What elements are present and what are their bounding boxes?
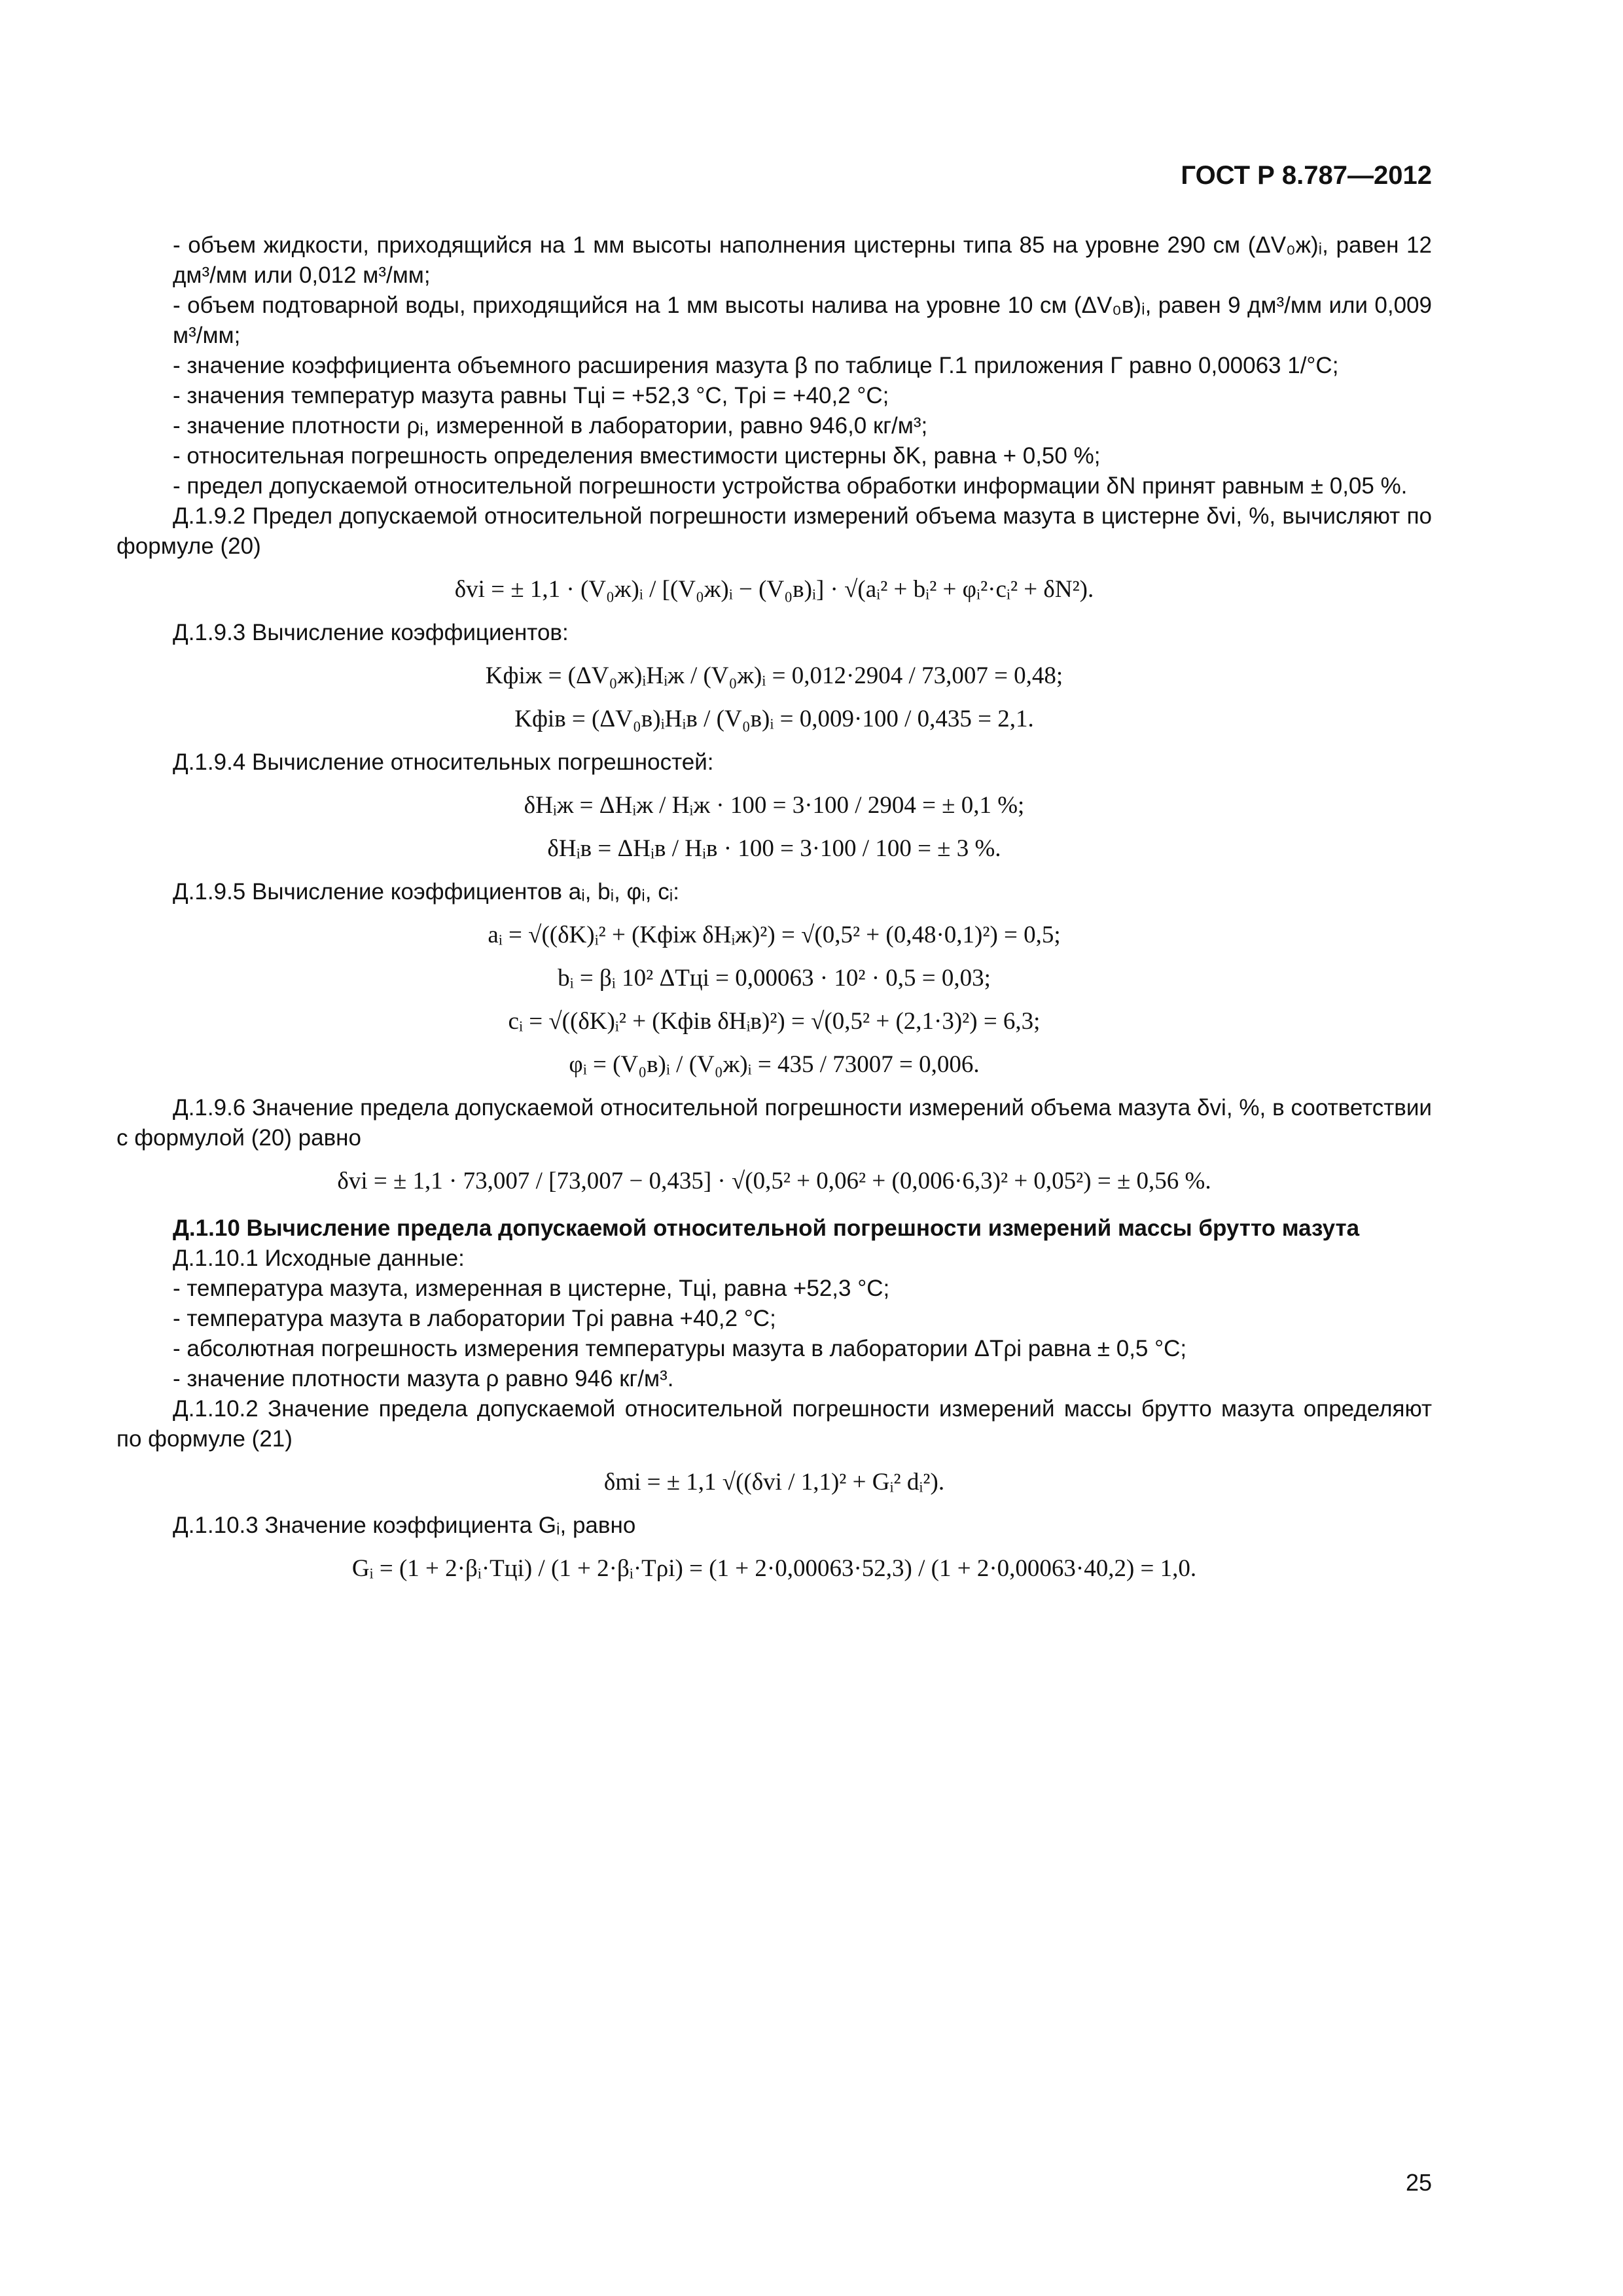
intro-item: - значение плотности ρᵢ, измеренной в лаборатории, равно 946,0 кг/м³; bbox=[173, 413, 928, 439]
intro-item: - предел допускаемой относительной погрешности устройства обработки информации δN принят равным ± 0,05 %. bbox=[173, 473, 1408, 499]
source-item: - температура мазута, измеренная в цистерне, Tцi, равна +52,3 °С; bbox=[173, 1276, 890, 1301]
paragraph-d195: Д.1.9.5 Вычисление коэффициентов aᵢ, bᵢ, φᵢ, cᵢ: bbox=[173, 879, 679, 905]
formula-20-values: δvi = ± 1,1 · 73,007 / [73,007 − 0,435] · √(0,5² + 0,06² + (0,006·6,3)² + 0,05²) = ± 0,56 %. bbox=[337, 1168, 1211, 1194]
source-item: - абсолютная погрешность измерения температуры мазута в лаборатории ΔTρi равна ± 0,5 °С; bbox=[173, 1336, 1187, 1361]
paragraph-d193: Д.1.9.3 Вычисление коэффициентов: bbox=[173, 620, 569, 645]
intro-item: - объем подтоварной воды, приходящийся на 1 мм высоты налива на уровне 10 см (ΔV₀в)ᵢ, равен 9 дм³/мм или 0,009 м³/мм; bbox=[173, 293, 1432, 348]
intro-item: - относительная погрешность определения вместимости цистерны δK, равна + 0,50 %; bbox=[173, 443, 1101, 469]
formula-b: bᵢ = βᵢ 10² ΔTцi = 0,00063 · 10² · 0,5 = 0,03; bbox=[558, 965, 991, 992]
paragraph-d192: Д.1.9.2 Предел допускаемой относительной погрешности измерений объема мазута в цистерне δvi, %, вычисляют по формуле (20) bbox=[116, 503, 1432, 559]
formula-k-zh: Kфiж = (ΔV₀ж)ᵢHᵢж / (V₀ж)ᵢ = 0,012·2904 / 73,007 = 0,48; bbox=[485, 662, 1063, 689]
intro-item: - значения температур мазута равны Tцi = +52,3 °С, Tρi = +40,2 °С; bbox=[173, 383, 889, 408]
paragraph-d194: Д.1.9.4 Вычисление относительных погрешностей: bbox=[173, 749, 714, 775]
source-item: - температура мазута в лаборатории Tρi равна +40,2 °С; bbox=[173, 1306, 776, 1331]
paragraph-d1101: Д.1.10.1 Исходные данные: bbox=[173, 1246, 465, 1271]
intro-item: - значение коэффициента объемного расширения мазута β по таблице Г.1 приложения Г равно 0,00063 1/°С; bbox=[173, 353, 1339, 378]
formula-k-v: Kфiв = (ΔV₀в)ᵢHᵢв / (V₀в)ᵢ = 0,009·100 / 0,435 = 2,1. bbox=[514, 706, 1034, 732]
formula-c: cᵢ = √((δK)ᵢ² + (Kфiв δHᵢв)²) = √(0,5² + (2,1·3)²) = 6,3; bbox=[508, 1008, 1041, 1035]
document-header: ГОСТ Р 8.787—2012 bbox=[1181, 161, 1432, 190]
formula-dh-v: δHᵢв = ΔHᵢв / Hᵢв · 100 = 3·100 / 100 = ± 3 %. bbox=[547, 835, 1001, 862]
page-number: 25 bbox=[1405, 2169, 1432, 2196]
formula-20: δvi = ± 1,1 · (V₀ж)ᵢ / [(V₀ж)ᵢ − (V₀в)ᵢ] · √(aᵢ² + bᵢ² + φᵢ²·cᵢ² + δN²). bbox=[454, 576, 1094, 603]
formula-g: Gᵢ = (1 + 2·βᵢ·Tцi) / (1 + 2·βᵢ·Tρi) = (1 + 2·0,00063·52,3) / (1 + 2·0,00063·40,2) = 1,0. bbox=[351, 1555, 1197, 1582]
formula-a: aᵢ = √((δK)ᵢ² + (Kфiж δHᵢж)²) = √(0,5² + (0,48·0,1)²) = 0,5; bbox=[488, 922, 1061, 948]
document-body bbox=[116, 230, 1432, 1597]
paragraph-d1102: Д.1.10.2 Значение предела допускаемой относительной погрешности измерений массы брутто мазута определяют по формуле (21) bbox=[116, 1396, 1432, 1452]
document-page bbox=[116, 0, 1432, 2296]
section-heading-d110: Д.1.10 Вычисление предела допускаемой относительной погрешности измерений массы брутто мазута bbox=[173, 1215, 1360, 1241]
formula-dh-zh: δHᵢж = ΔHᵢж / Hᵢж · 100 = 3·100 / 2904 = ± 0,1 %; bbox=[524, 792, 1025, 819]
paragraph-d1103: Д.1.10.3 Значение коэффициента Gᵢ, равно bbox=[173, 1513, 636, 1538]
formula-21: δmi = ± 1,1 √((δvi / 1,1)² + Gᵢ² dᵢ²). bbox=[603, 1469, 945, 1496]
formula-phi: φᵢ = (V₀в)ᵢ / (V₀ж)ᵢ = 435 / 73007 = 0,006. bbox=[569, 1051, 980, 1078]
paragraph-d196: Д.1.9.6 Значение предела допускаемой относительной погрешности измерений объема мазута δvi, %, в соответствии с формулой (20) равно bbox=[116, 1095, 1432, 1151]
intro-item: - объем жидкости, приходящийся на 1 мм высоты наполнения цистерны типа 85 на уровне 290 см (ΔV₀ж)ᵢ, равен 12 дм³/мм или 0,012 м³/мм; bbox=[173, 232, 1432, 288]
source-item: - значение плотности мазута ρ равно 946 кг/м³. bbox=[173, 1366, 674, 1391]
